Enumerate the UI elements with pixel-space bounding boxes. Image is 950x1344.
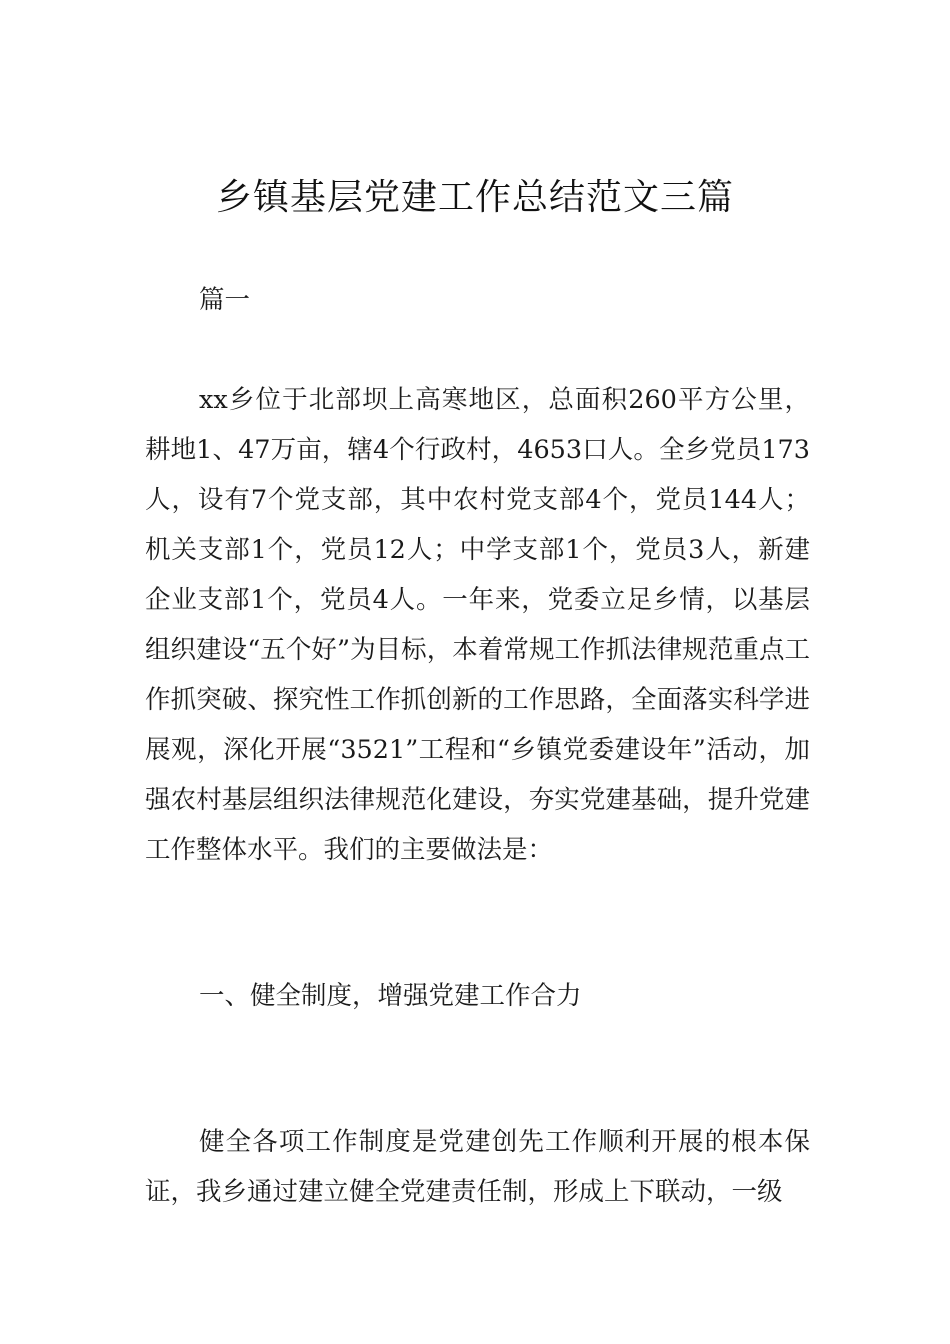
section-paragraph: 健全各项工作制度是党建创先工作顺利开展的根本保证，我乡通过建立健全党建责任制，形成上下联动，一级 <box>145 1127 810 1207</box>
section-heading: 一、健全制度，增强党建工作合力 <box>199 981 582 1011</box>
intro-paragraph: xx乡位于北部坝上高寒地区，总面积260平方公里，耕地1、47万亩，辖4个行政村，4653口人。全乡党员173人，设有7个党支部，其中农村党支部4个，党员144人；机关支部1个，党员12人；中学支部1个，党员3人，新建企业支部1个，党员4人。一年来，党委立足乡情，以基层组织建设“五个好”为目标，本着常规工作抓法律规范重点工作抓突破、探究性工作抓创新的工作思路，全面落实科学进展观，深化开展“3521”工程和“乡镇党委建设年”活动，加强农村基层组织法律规范化建设，夯实党建基础，提升党建工作整体水平。我们的主要做法是： <box>145 385 810 865</box>
part-label: 篇一 <box>199 285 251 315</box>
document-title: 乡镇基层党建工作总结范文三篇 <box>215 177 734 218</box>
